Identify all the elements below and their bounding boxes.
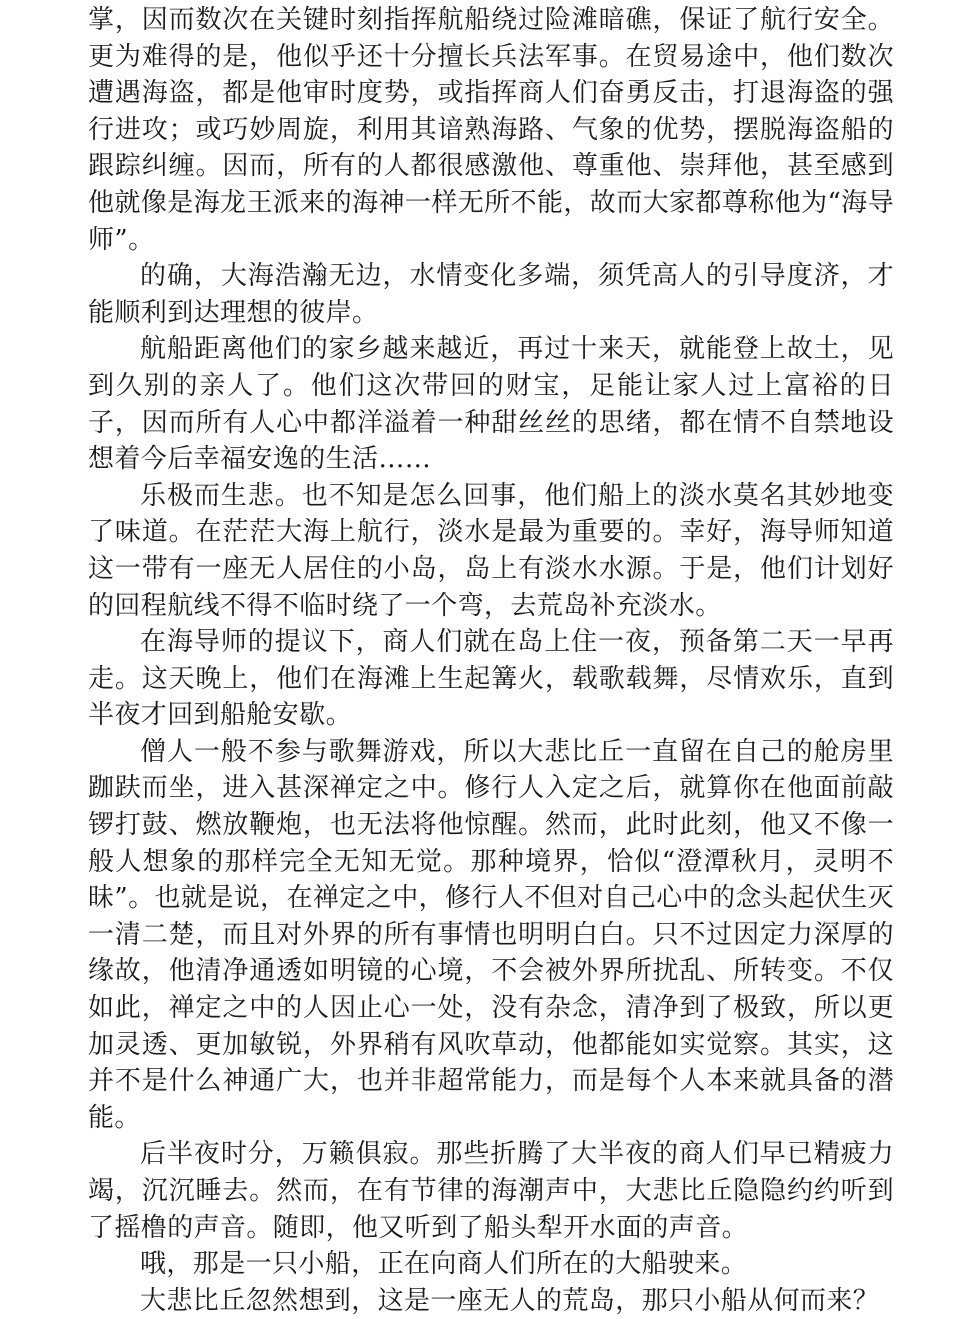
paragraph-4: 乐极而生悲。也不知是怎么回事，他们船上的淡水莫名其妙地变了味道。在茫茫大海上航行，淡水是最为重要的。幸好，海导师知道这一带有一座无人居住的小岛，岛上有淡水水源。于是，他们计划好的回程航线不得不临时绕了一个弯，去荒岛补充淡水。 <box>88 480 894 621</box>
paragraph-9: 大悲比丘忽然想到，这是一座无人的荒岛，那只小船从何而来？ <box>140 1285 880 1316</box>
paragraph-7: 后半夜时分，万籁俱寂。那些折腾了大半夜的商人们早已精疲力竭，沉沉睡去。然而，在有节律的海潮声中，大悲比丘隐隐约约听到了摇橹的声音。随即，他又听到了船头犁开水面的声音。 <box>88 1139 894 1243</box>
paragraph-6: 僧人一般不参与歌舞游戏，所以大悲比丘一直留在自己的舱房里跏趺而坐，进入甚深禅定之中。修行人入定之后，就算你在他面前敲锣打鼓、燃放鞭炮，也无法将他惊醒。然而，此时此刻，他又不像一般人想象的那样完全无知无觉。那种境界，恰似“澄潭秋月，灵明不昧”。也就是说，在禅定之中，修行人不但对自己心中的念头起伏生灭一清二楚，而且对外界的所有事情也明明白白。只不过因定力深厚的缘故，他清净通透如明镜的心境，不会被外界所扰乱、所转变。不仅如此，禅定之中的人因止心一处，没有杂念，清净到了极致，所以更加灵透、更加敏锐，外界稍有风吹草动，他都能如实觉察。其实，这并不是什么神通广大，也并非超常能力，而是每个人本来就具备的潜能。 <box>88 736 894 1133</box>
paragraph-1: 掌，因而数次在关键时刻指挥航船绕过险滩暗礁，保证了航行安全。更为难得的是，他似乎还十分擅长兵法军事。在贸易途中，他们数次遭遇海盗，都是他审时度势，或指挥商人们奋勇反击，打退海盗的强行进攻；或巧妙周旋，利用其谙熟海路、气象的优势，摆脱海盗船的跟踪纠缠。因而，所有的人都很感激他、尊重他、崇拜他，甚至感到他就像是海龙王派来的海神一样无所不能，故而大家都尊称他为“海导师”。 <box>88 5 894 255</box>
paragraph-5: 在海导师的提议下，商人们就在岛上住一夜，预备第二天一早再走。这天晚上，他们在海滩上生起篝火，载歌载舞，尽情欢乐，直到半夜才回到船舱安歇。 <box>88 627 894 731</box>
body-text <box>88 2 894 1319</box>
paragraph-3: 航船距离他们的家乡越来越近，再过十来天，就能登上故土，见到久别的亲人了。他们这次带回的财宝，足能让家人过上富裕的日子，因而所有人心中都洋溢着一种甜丝丝的思绪，都在情不自禁地设想着今后幸福安逸的生活…… <box>88 334 894 475</box>
paragraph-2: 的确，大海浩瀚无边，水情变化多端，须凭高人的引导度济，才能顺利到达理想的彼岸。 <box>88 261 894 328</box>
paragraph-8: 哦，那是一只小船，正在向商人们所在的大船驶来。 <box>140 1249 748 1280</box>
